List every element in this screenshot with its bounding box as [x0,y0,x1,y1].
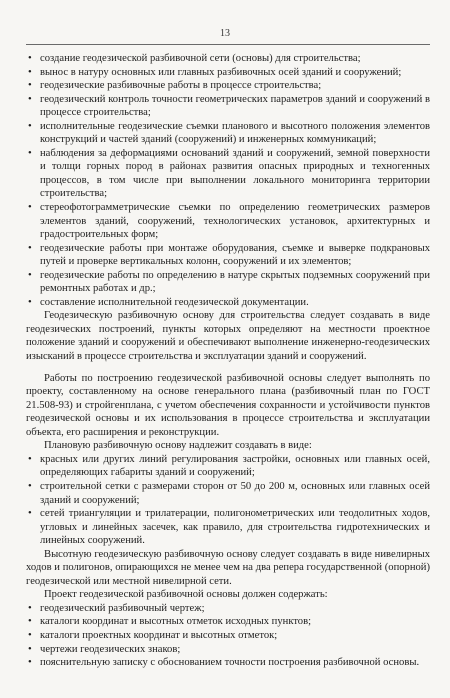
list-item: • исполнительные геодезические съемки планового и высотного положения элементов конструкций и частей зданий (сооружений) и инженерных коммуникаций; [26,120,430,147]
list-item: • красных или других линий регулирования застройки, основных или главных осей, определяющих габариты зданий и сооружений; [26,453,430,480]
bullet-list-planned-base [26,453,430,548]
paragraph: Работы по построению геодезической разбивочной основы следует выполнять по проекту, составленному на основе генерального плана (разбивочный план по ГОСТ 21.508-93) и стройгенплана, с учетом обеспечения сохранности и устойчивости пунктов геодезической основы и их использования в процессе строительства и эксплуатации объекта, его расширения и реконструкции. [26,372,430,438]
paragraph: Плановую разбивочную основу надлежит создавать в виде: [44,440,312,452]
paragraph: Высотную геодезическую разбивочную основу следует создавать в виде нивелирных ходов и полигонов, опирающихся не менее чем на два репера государственной (опорной) геодезической или местной нивелирной сети. [26,548,430,587]
paragraph: Проект геодезической разбивочной основы должен содержать: [44,589,328,601]
list-item: • составление исполнительной геодезической документации. [26,296,430,310]
list-item: • геодезический разбивочный чертеж; [26,602,430,616]
list-item: • каталоги координат и высотных отметок исходных пунктов; [26,615,430,629]
list-item: • геодезический контроль точности геометрических параметров зданий и сооружений в процессе строительства; [26,93,430,120]
list-item: • чертежи геодезических знаков; [26,643,430,657]
bullet-list-works [26,52,430,309]
list-item: • строительной сетки с размерами сторон от 50 до 200 м, основных или главных осей зданий и сооружений; [26,480,430,507]
paragraph: Геодезическую разбивочную основу для строительства следует создавать в виде геодезических построений, пункты которых определяют на местности проектное положение зданий и сооружений и обеспечивают выполнение инженерно-геодезических изысканий в процессе строительства и эксплуатации зданий и сооружений. [26,310,430,363]
paragraph-gap [26,364,430,372]
header-rule [26,44,430,45]
bullet-list-project-contents [26,602,430,670]
list-item: • создание геодезической разбивочной сети (основы) для строительства; [26,52,430,66]
list-item: • вынос в натуру основных или главных разбивочных осей зданий и сооружений; [26,66,430,80]
list-item: • наблюдения за деформациями оснований зданий и сооружений, земной поверхности и толщи горных пород в районах развития опасных природных и техногенных процессов, в том числе при выполнении локального мониторинга территории строительства; [26,147,430,201]
list-item: • геодезические работы по определению в натуре скрытых подземных сооружений при ремонтных работах и др.; [26,269,430,296]
list-item: • сетей триангуляции и трилатерации, полигонометрических или теодолитных ходов, угловых и линейных засечек, как правило, для строительства гидротехнических и линейных сооружений. [26,507,430,548]
page-number: 13 [220,28,230,39]
list-item: • геодезические работы при монтаже оборудования, съемке и выверке подкрановых путей и проверке вертикальных колонн, сооружений и их элементов; [26,242,430,269]
page-content [26,52,430,670]
list-item: • каталоги проектных координат и высотных отметок; [26,629,430,643]
list-item: • стереофотограмметрические съемки по определению геометрических размеров элементов зданий, сооружений, технологических установок, архитектурных и градостроительных форм; [26,201,430,242]
list-item: • геодезические разбивочные работы в процессе строительства; [26,79,430,93]
list-item: • пояснительную записку с обоснованием точности построения разбивочной основы. [26,656,430,670]
